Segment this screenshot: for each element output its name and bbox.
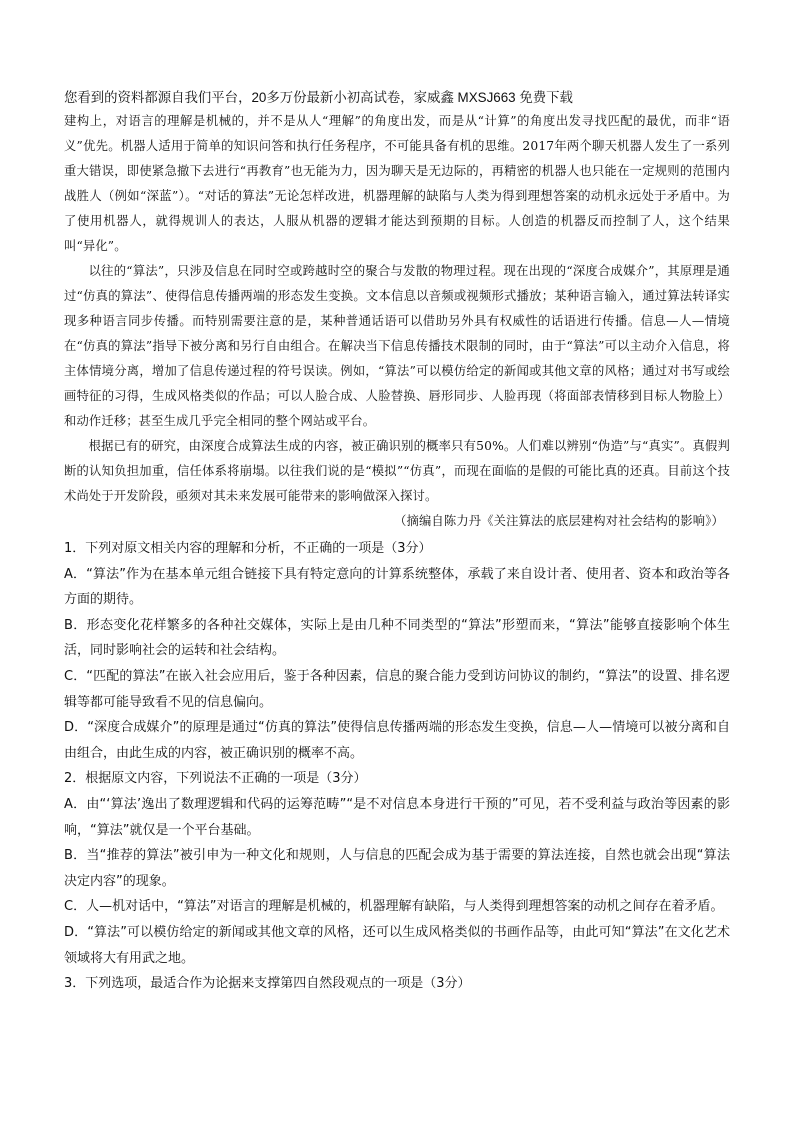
promo-header: 您看到的资料都源自我们平台，20多万份最新小初高试卷，家威鑫 MXSJ663 免费下载 [64,90,573,105]
question-2-option-c: C．人—机对话中，“算法”对语言的理解是机械的，机器理解有缺陷，与人类得到理想答案的动机之间存在着矛盾。 [64,899,724,915]
question-2-option-a: A．由“‘算法’逸出了数理逻辑和代码的运筹范畴”“是不对信息本身进行干预的”可见，若不受利益与政治等因素的影响，“算法”就仅是一个平台基础。 [64,796,730,838]
passage-paragraph-3: 根据已有的研究，由深度合成算法生成的内容，被正确识别的概率只有50%。人们难以辨别“伪造”与“真实”。真假判断的认知负担加重，信任体系将崩塌。以往我们说的是“模拟”“仿真”，而现在面临的是假的可能比真的还真。目前这个技术尚处于开发阶段，亟须对其未来发展可能带来的影响做深入探讨。 [64,439,730,503]
question-2-option-d: D．“算法”可以模仿给定的新闻或其他文章的风格，还可以生成风格类似的书画作品等，由此可知“算法”在文化艺术领域将大有用武之地。 [64,924,730,966]
question-1-option-a: A．“算法”作为在基本单元组合链接下具有特定意向的计算系统整体，承载了来自设计者、使用者、资本和政治等各方面的期待。 [64,566,730,608]
document-body [64,88,730,997]
question-1-option-c: C．“匹配的算法”在嵌入社会应用后，鉴于各种因素，信息的聚合能力受到访问协议的制约，“算法”的设置、排名逻辑等都可能导致看不见的信息偏向。 [64,668,730,710]
passage-paragraph-1: 建构上，对语言的理解是机械的，并不是从人“理解”的角度出发，而是从“计算”的角度出发寻找匹配的最优，而非“语义”优先。机器人适用于简单的知识问答和执行任务程序，不可能具备有机的思维。2017年两个聊天机器人发生了一系列重大错误，即使紧急撤下去进行“再教育”也无能为力，因为聊天是无边际的，再精密的机器人也只能在一定规则的范围内战胜人（例如“深蓝”）。“对话的算法”无论怎样改进，机器理解的缺陷与人类为得到理想答案的动机永远处于矛盾中。为了使用机器人，就得规训人的表达，人服从机器的逻辑才能达到预期的目标。人创造的机器反而控制了人，这个结果叫“异化”。 [64,114,730,253]
question-2-option-b: B．当“推荐的算法”被引申为一种文化和规则，人与信息的匹配会成为基于需要的算法连接，自然也就会出现“算法决定内容”的现象。 [64,848,730,889]
questions [64,536,730,997]
question-1-option-b: B．形态变化花样繁多的各种社交媒体，实际上是由几种不同类型的“算法”形塑而来，“算法”能够直接影响个体生活，同时影响社会的运转和社会结构。 [64,617,730,659]
passage-paragraph-2: 以往的“算法”，只涉及信息在同时空或跨越时空的聚合与发散的物理过程。现在出现的“深度合成媒介”，其原理是通过“仿真的算法”、使得信息传播两端的形态发生变换。文本信息以音频或视频形式播放；某种语言输入，通过算法转译实现多种语言同步传播。而特别需要注意的是，某种普通话语可以借助另外具有权威性的话语进行传播。信息—人—情境在“仿真的算法”指导下被分离和另行自由组合。在解决当下信息传播技术限制的同时，由于“算法”可以主动介入信息，将主体情境分离，增加了信息传递过程的符号误读。例如，“算法”可以模仿给定的新闻或其他文章的风格；通过对书写或绘画特征的习得，生成风格类似的作品；可以人脸合成、人脸替换、唇形同步、人脸再现（将面部表情移到目标人物脸上）和动作迁移；甚至生成几乎完全相同的整个网站或平台。 [64,264,730,428]
reading-passage [64,109,730,534]
question-1-stem: 1．下列对原文相关内容的理解和分析，不正确的一项是（3分） [64,541,432,556]
passage-source: （摘编自陈力丹《关注算法的底层建构对社会结构的影响》） [394,514,724,528]
question-2-stem: 2．根据原文内容，下列说法不正确的一项是（3分） [64,771,367,787]
question-3-stem: 3．下列选项，最适合作为论据来支撑第四自然段观点的一项是（3分） [64,976,471,992]
question-1-option-d: D．“深度合成媒介”的原理是通过“仿真的算法”使得信息传播两端的形态发生变换，信息—人—情境可以被分离和自由组合，由此生成的内容，被正确识别的概率不高。 [64,720,730,761]
